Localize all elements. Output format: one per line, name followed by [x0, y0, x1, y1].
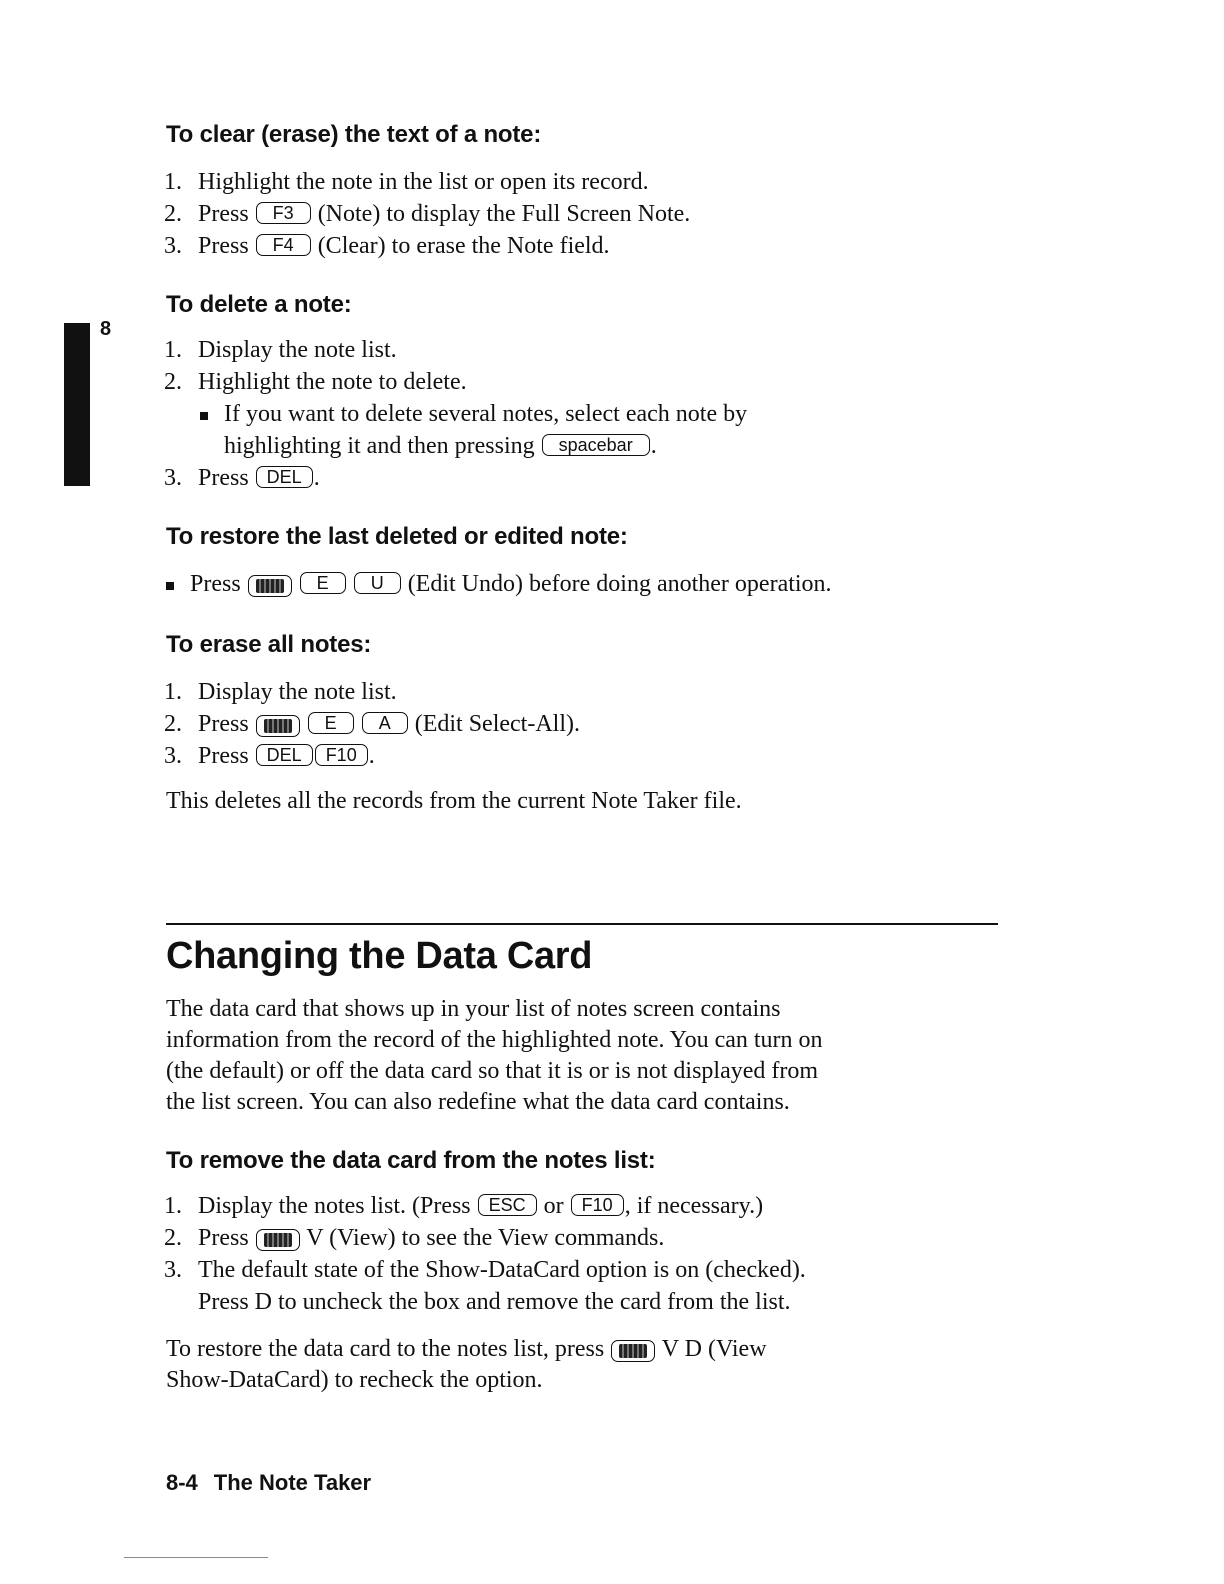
heading-restore-note: To restore the last deleted or edited note: — [166, 523, 628, 550]
sub-bullet: If you want to delete several notes, select each note by highlighting it and then pressing spacebar . — [200, 398, 1006, 462]
f4-key: F4 — [256, 234, 311, 256]
section-divider — [166, 923, 998, 925]
paragraph-line: information from the record of the highlighted note. You can turn on — [166, 1027, 823, 1053]
list-item: 3. The default state of the Show-DataCard option is on (checked). Press D to uncheck the box and remove the card from the list. — [164, 1257, 806, 1315]
restore-instruction: Press E U (Edit Undo) before doing another operation. — [166, 568, 1006, 600]
heading-clear-note: To clear (erase) the text of a note: — [166, 121, 542, 148]
f10-key: F10 — [571, 1194, 624, 1216]
heading-delete-note: To delete a note: — [166, 291, 352, 318]
paragraph-line: The data card that shows up in your list of notes screen contains — [166, 996, 781, 1022]
section-title: Changing the Data Card — [166, 935, 593, 977]
f10-key: F10 — [315, 744, 368, 766]
bottom-edge-line — [124, 1557, 268, 1558]
list-item: 1. Display the note list. — [164, 679, 397, 705]
erase-steps — [166, 676, 1006, 772]
page-number: 8-4 — [166, 1470, 198, 1495]
remove-steps — [166, 1190, 1006, 1318]
list-item: 3. Press F4 (Clear) to erase the Note field. — [164, 233, 610, 259]
page-content — [166, 118, 1006, 817]
heading-erase-notes: To erase all notes: — [166, 631, 372, 658]
u-key: U — [354, 572, 401, 594]
heading-remove-datacard: To remove the data card from the notes list: — [166, 1147, 656, 1174]
clear-steps — [166, 166, 1006, 262]
chapter-title: The Note Taker — [213, 1470, 372, 1495]
list-item: 2. Press E A (Edit Select-All). — [164, 711, 580, 737]
chapter-number: 8 — [100, 318, 112, 340]
paragraph-line: (the default) or off the data card so that it is or is not displayed from — [166, 1058, 819, 1084]
list-item: 1. Display the note list. — [164, 337, 397, 363]
list-item: 3. Press DEL F10 . — [164, 743, 375, 769]
menu-key-icon — [611, 1340, 655, 1362]
f3-key: F3 — [256, 202, 311, 224]
bullet-icon — [166, 582, 174, 590]
datacard-section — [166, 932, 1006, 1396]
erase-note: This deletes all the records from the current Note Taker file. — [166, 788, 742, 814]
del-key: DEL — [256, 466, 313, 488]
menu-key-icon — [256, 1229, 300, 1251]
list-item: 2. Highlight the note to delete. If you want to delete several notes, select each note by highlighting it and then pressing spacebar . — [166, 366, 1006, 462]
restore-datacard-text: To restore the data card to the notes list, press V D (View Show-DataCard) to recheck the option. — [166, 1336, 767, 1393]
del-key: DEL — [256, 744, 313, 766]
paragraph-line: the list screen. You can also redefine what the data card contains. — [166, 1089, 790, 1115]
list-item: 2. Press V (View) to see the View commands. — [164, 1225, 665, 1251]
menu-key-icon — [248, 575, 292, 597]
e-key: E — [308, 712, 354, 734]
menu-key-icon — [256, 715, 300, 737]
page-footer — [166, 1470, 371, 1496]
list-item: 2. Press F3 (Note) to display the Full Screen Note. — [164, 201, 691, 227]
bullet-icon — [200, 412, 208, 420]
spacebar-key: spacebar — [542, 434, 650, 456]
list-item: 3. Press DEL . — [164, 465, 320, 491]
list-item: 1. Display the notes list. (Press ESC or F10 , if necessary.) — [164, 1193, 764, 1219]
list-item: 1. Highlight the note in the list or open its record. — [164, 169, 649, 195]
esc-key: ESC — [478, 1194, 537, 1216]
chapter-tab-marker — [64, 323, 90, 486]
e-key: E — [300, 572, 346, 594]
a-key: A — [362, 712, 408, 734]
delete-steps — [166, 334, 1006, 494]
